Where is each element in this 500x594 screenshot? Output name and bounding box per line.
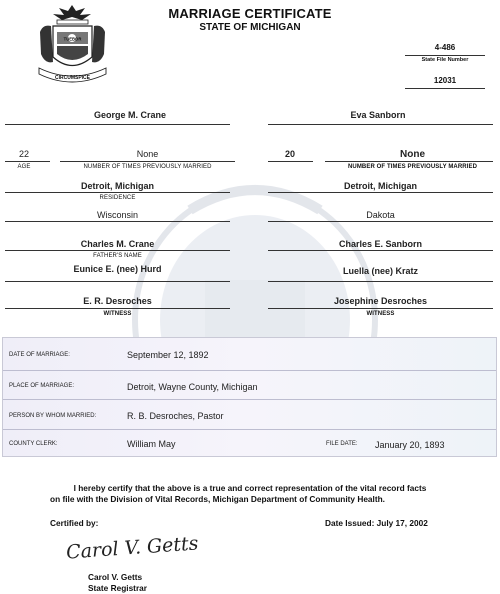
file-box-rule-1 bbox=[405, 55, 485, 56]
bride-age: 20 bbox=[284, 149, 295, 159]
groom-times-married: None bbox=[136, 149, 159, 159]
bride-father-name: Charles E. Sanborn bbox=[338, 239, 423, 249]
file-box-rule-2 bbox=[405, 88, 485, 89]
residence-label: RESIDENCE bbox=[99, 195, 136, 201]
person-by-whom-married-value: R. B. Desroches, Pastor bbox=[127, 411, 224, 421]
state-seal-icon bbox=[35, 2, 110, 87]
date-of-marriage-label: DATE OF MARRIAGE: bbox=[9, 352, 70, 358]
person-by-whom-married-label: PERSON BY WHOM MARRIED: bbox=[9, 413, 97, 419]
groom-witness-rule bbox=[5, 308, 230, 309]
groom-age-label: AGE bbox=[17, 164, 31, 170]
place-of-marriage-value: Detroit, Wayne County, Michigan bbox=[127, 382, 258, 392]
groom-birthplace: Wisconsin bbox=[96, 210, 138, 220]
bride-residence: Detroit, Michigan bbox=[343, 181, 417, 191]
groom-times-married-label: NUMBER OF TIMES PREVIOUSLY MARRIED bbox=[83, 164, 212, 170]
bride-times-married-label: NUMBER OF TIMES PREVIOUSLY MARRIED bbox=[347, 164, 478, 170]
groom-mother-rule bbox=[5, 281, 230, 282]
place-of-marriage-label: PLACE OF MARRIAGE: bbox=[9, 383, 75, 389]
groom-age: 22 bbox=[18, 149, 29, 159]
bride-witness-label: WITNESS bbox=[366, 311, 395, 317]
county-clerk-label: COUNTY CLERK: bbox=[9, 441, 58, 447]
groom-mother-name: Eunice E. (nee) Hurd bbox=[73, 264, 162, 274]
bride-name: Eva Sanborn bbox=[350, 110, 406, 120]
bride-times-married-rule bbox=[325, 161, 493, 162]
county-clerk-value: William May bbox=[127, 439, 176, 449]
clerk-row bbox=[3, 430, 496, 457]
file-number-code: 4-486 bbox=[434, 43, 456, 52]
bride-birthplace-rule bbox=[268, 221, 493, 222]
date-issued: Date Issued: July 17, 2002 bbox=[325, 518, 428, 528]
groom-witness-label: WITNESS bbox=[103, 311, 132, 317]
file-date-value: January 20, 1893 bbox=[375, 440, 445, 450]
signer-name: Carol V. Getts bbox=[88, 572, 143, 582]
file-date-label: FILE DATE: bbox=[326, 441, 358, 447]
groom-times-married-rule bbox=[60, 161, 235, 162]
state-file-number-value: 12031 bbox=[433, 76, 457, 85]
svg-text:TUEBOR: TUEBOR bbox=[63, 36, 82, 42]
registrar-signature: Carol V. Getts bbox=[65, 532, 200, 564]
signer-title: State Registrar bbox=[88, 583, 148, 593]
officiant-row bbox=[3, 400, 496, 430]
groom-name-rule bbox=[5, 124, 230, 125]
bride-mother-name: Luella (nee) Kratz bbox=[342, 266, 418, 276]
bride-mother-rule bbox=[268, 281, 493, 282]
bride-father-rule bbox=[268, 250, 493, 251]
state-file-number-label: State File Number bbox=[421, 57, 469, 63]
marriage-details-panel bbox=[2, 337, 497, 457]
groom-father-name: Charles M. Crane bbox=[80, 239, 155, 249]
bride-witness-rule bbox=[268, 308, 493, 309]
fathers-name-label: FATHER'S NAME bbox=[93, 253, 142, 259]
groom-residence-rule bbox=[5, 192, 230, 193]
groom-birthplace-rule bbox=[5, 221, 230, 222]
bride-name-rule bbox=[268, 124, 493, 125]
certified-by-label: Certified by: bbox=[50, 518, 99, 528]
groom-father-rule bbox=[5, 250, 230, 251]
bride-times-married: None bbox=[400, 149, 425, 160]
bride-age-rule bbox=[268, 161, 313, 162]
certificate-title: MARRIAGE CERTIFICATE bbox=[168, 6, 332, 21]
certification-text-line2: on file with the Division of Vital Records, Michigan Department of Community Health. bbox=[50, 494, 385, 504]
groom-residence: Detroit, Michigan bbox=[80, 181, 154, 191]
bride-witness-name: Josephine Desroches bbox=[333, 296, 428, 306]
date-of-marriage-value: September 12, 1892 bbox=[127, 350, 209, 360]
bride-birthplace: Dakota bbox=[366, 210, 395, 220]
certificate-subtitle: STATE OF MICHIGAN bbox=[199, 22, 301, 33]
groom-witness-name: E. R. Desroches bbox=[83, 296, 152, 306]
groom-age-rule bbox=[5, 161, 50, 162]
svg-text:CIRCUMSPICE: CIRCUMSPICE bbox=[54, 75, 91, 81]
certification-text-line1: I hereby certify that the above is a true and correct representation of the vital record facts bbox=[73, 483, 427, 493]
place-row bbox=[3, 371, 496, 400]
date-row bbox=[3, 338, 496, 371]
bride-residence-rule bbox=[268, 192, 493, 193]
groom-name: George M. Crane bbox=[93, 110, 167, 120]
